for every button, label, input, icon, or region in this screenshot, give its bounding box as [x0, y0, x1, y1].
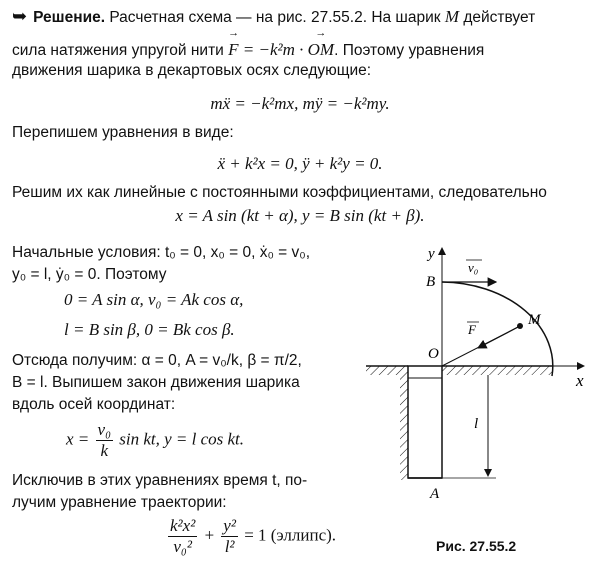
- text-line-1b: действует: [459, 9, 536, 26]
- force-equation: = −k²m ·: [238, 40, 308, 59]
- length-label-l: l: [474, 416, 479, 432]
- equation-5: l = B sin β, 0 = Bk cos β.: [64, 320, 235, 339]
- ball-label-M: M: [444, 7, 460, 26]
- text-line-9: B = l. Выпишем закон движения шарика: [12, 374, 300, 391]
- fraction-k2x2-v02: [168, 516, 197, 557]
- shaft-hatch: [400, 375, 408, 480]
- shaft-box: [408, 366, 442, 478]
- text-line-3: движения шарика в декартовых осях следующие:: [12, 62, 372, 79]
- trajectory-arc: [442, 282, 553, 376]
- y-axis-label: y: [428, 246, 435, 262]
- ground-hatch-right: [442, 366, 552, 375]
- point-label-A: A: [430, 486, 440, 502]
- text-line-7: y₀ = l, ẏ₀ = 0. Поэтому: [12, 266, 167, 283]
- equation-4: 0 = A sin α, v₀ = Ak cos α,: [64, 290, 244, 309]
- text-line-2b: . Поэтому уравнения: [334, 42, 485, 59]
- vector-OM: → OM: [308, 40, 334, 60]
- equation-1: mẍ = −k²mx, mÿ = −k²my.: [210, 94, 390, 113]
- figure-27-55-2: [356, 228, 592, 528]
- text-line-8: Отсюда получим: α = 0, A = v₀/k, β = π/2,: [12, 352, 302, 369]
- text-line-1a: Расчетная схема — на рис. 27.55.2. На шарик: [109, 9, 445, 26]
- fraction-denominator: l²: [224, 537, 235, 556]
- eq6-x: x =: [66, 429, 94, 449]
- eq7-rest: = 1 (эллипс).: [239, 525, 337, 545]
- point-label-B: B: [426, 274, 436, 290]
- fraction-v0-k: [96, 420, 113, 461]
- fraction-numerator: k²x²: [170, 516, 196, 535]
- text-line-2a: сила натяжения упругой нити: [12, 42, 229, 59]
- text-line-6: Начальные условия: t₀ = 0, x₀ = 0, ẋ₀ = v₀,: [12, 244, 311, 261]
- velocity-label-v0: v₀: [468, 260, 479, 275]
- text-line-2: [12, 40, 484, 60]
- ball-M: [517, 323, 523, 329]
- text-line-12: лучим уравнение траектории:: [12, 494, 227, 511]
- right-arrow-icon: ➥: [12, 6, 28, 26]
- x-axis-label: x: [576, 371, 584, 390]
- text-line-10: вдоль осей координат:: [12, 396, 176, 413]
- equation-7: [166, 516, 336, 557]
- text-line-4: Перепишем уравнения в виде:: [12, 124, 234, 141]
- fraction-numerator: y²: [223, 516, 236, 535]
- ball-label-M-fig: M: [528, 312, 541, 328]
- fraction-denominator: k: [100, 441, 109, 460]
- eq6-rest: sin kt, y = l cos kt.: [115, 429, 245, 449]
- fraction-denominator: v₀²: [173, 537, 192, 556]
- text-line-5: Решим их как линейные с постоянными коэффициентами, следовательно: [12, 184, 547, 201]
- force-label-F: F: [468, 322, 476, 337]
- equation-6: [66, 420, 244, 461]
- text-line-11: Исключив в этих уравнениях время t, по-: [12, 472, 308, 489]
- fraction-numerator: v₀: [97, 420, 111, 439]
- force-vector-F: → F: [228, 40, 238, 60]
- solution-header-line: [12, 6, 535, 27]
- fraction-y2-l2: [221, 516, 238, 557]
- equation-2: ẍ + k²x = 0, ÿ + k²y = 0.: [217, 154, 383, 173]
- solution-heading: Решение.: [33, 9, 106, 26]
- force-vector-F-arrow: [478, 326, 520, 348]
- equation-3: x = A sin (kt + α), y = B sin (kt + β).: [175, 206, 425, 225]
- ground-hatch-left: [366, 366, 408, 375]
- plus-sign: +: [199, 525, 220, 545]
- figure-caption: Рис. 27.55.2: [436, 538, 517, 554]
- origin-label-O: O: [428, 346, 439, 362]
